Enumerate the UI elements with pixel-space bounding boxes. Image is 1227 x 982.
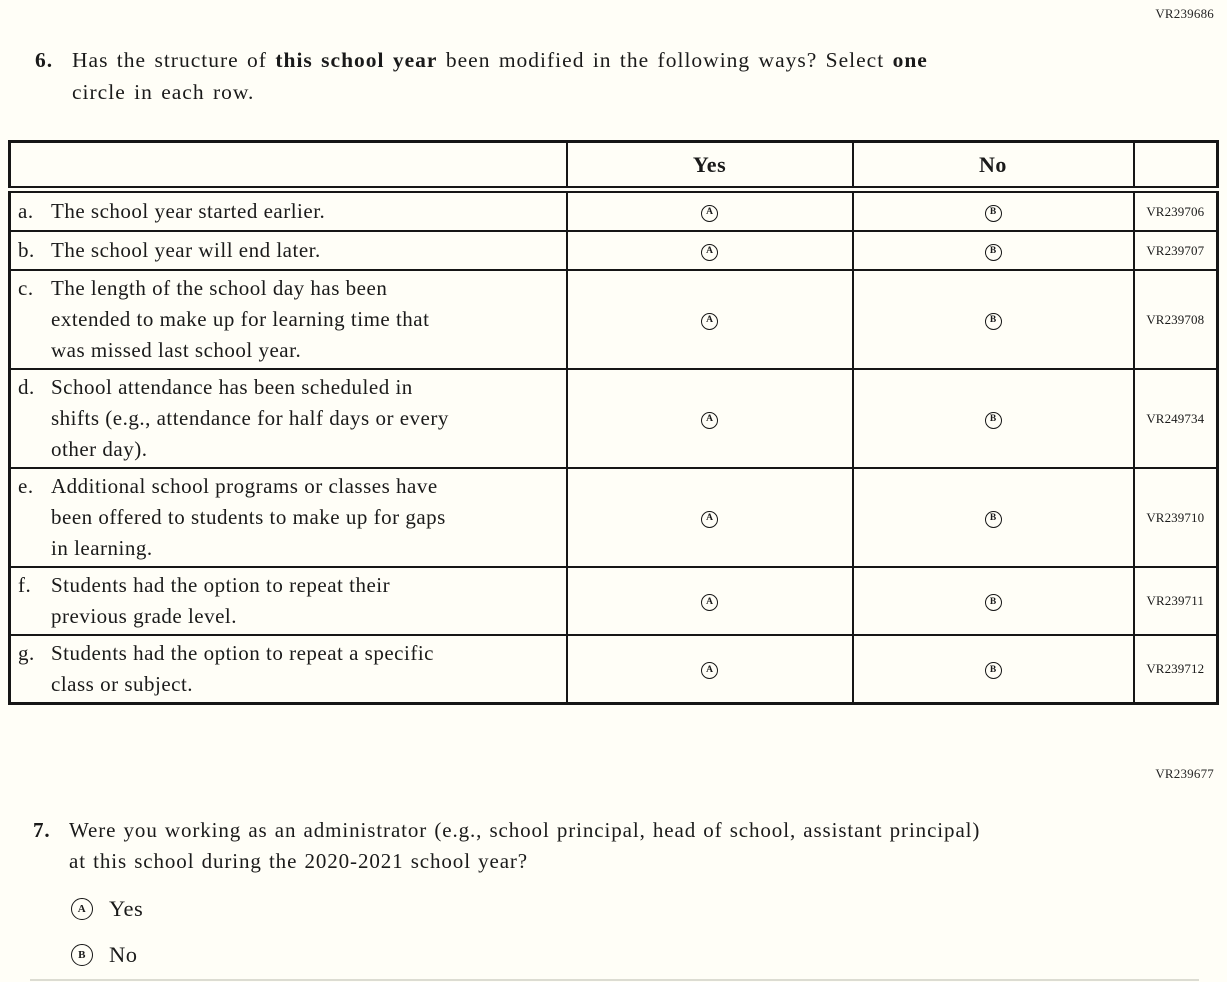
q6-row-c xyxy=(10,270,1218,369)
q7-yes-label: Yes xyxy=(109,896,144,921)
q6-header-blank xyxy=(10,142,567,190)
q6-row-f-text: Students had the option to repeat their previous grade level. xyxy=(51,573,391,628)
question-7 xyxy=(33,815,1183,877)
q6-row-g-no-bubble[interactable]: B xyxy=(985,662,1002,679)
q6-row-a xyxy=(10,190,1218,232)
q6-row-d-text: School attendance has been scheduled in shifts (e.g., attendance for half days or every other day). xyxy=(51,375,449,461)
q6-row-c-code: VR239708 xyxy=(1134,270,1218,369)
q7-option-no[interactable] xyxy=(71,942,138,968)
q6-row-d-yes-bubble[interactable]: A xyxy=(701,412,718,429)
q6-row-b-text: The school year will end later. xyxy=(51,238,321,262)
q6-row-c-text: The length of the school day has been extended to make up for learning time that was missed last school year. xyxy=(51,276,430,362)
q6-row-b-letter: b. xyxy=(18,238,35,262)
q6-row-a-text: The school year started earlier. xyxy=(51,199,326,223)
question-6-number: 6. xyxy=(35,48,54,72)
q6-row-e-code: VR239710 xyxy=(1134,468,1218,567)
question-7-prompt: Were you working as an administrator (e.g., school principal, head of school, assistant principal) at this school during the 2020-2021 school year? xyxy=(69,818,981,873)
q7-yes-bubble[interactable]: A xyxy=(71,898,93,920)
q7-option-yes[interactable] xyxy=(71,896,143,922)
q6-row-a-letter: a. xyxy=(18,199,34,223)
q6-row-f-code: VR239711 xyxy=(1134,567,1218,635)
q6-row-d-no-bubble[interactable]: B xyxy=(985,412,1002,429)
q6-row-b-no-bubble[interactable]: B xyxy=(985,244,1002,261)
q6-table-header-row xyxy=(10,142,1218,190)
q6-row-c-no-bubble[interactable]: B xyxy=(985,313,1002,330)
q6-row-d-letter: d. xyxy=(18,375,35,399)
q6-row-f xyxy=(10,567,1218,635)
q6-row-c-yes-bubble[interactable]: A xyxy=(701,313,718,330)
q6-row-e-text: Additional school programs or classes have been offered to students to make up for gaps in learning. xyxy=(51,474,446,560)
question-7-number: 7. xyxy=(33,818,51,842)
q6-row-f-yes-bubble[interactable]: A xyxy=(701,594,718,611)
q6-row-e-letter: e. xyxy=(18,474,34,498)
q6-row-d xyxy=(10,369,1218,468)
page-bottom-rule xyxy=(30,979,1199,981)
q6-row-e xyxy=(10,468,1218,567)
q6-header-code-blank xyxy=(1134,142,1218,190)
q6-row-g xyxy=(10,635,1218,704)
q6-row-b-yes-bubble[interactable]: A xyxy=(701,244,718,261)
q6-row-c-letter: c. xyxy=(18,276,34,300)
q6-row-e-yes-bubble[interactable]: A xyxy=(701,511,718,528)
form-code-section: VR239677 xyxy=(1155,766,1214,781)
q6-row-f-no-bubble[interactable]: B xyxy=(985,594,1002,611)
q6-row-b xyxy=(10,231,1218,270)
q6-row-g-text: Students had the option to repeat a specific class or subject. xyxy=(51,641,434,696)
q6-row-a-code: VR239706 xyxy=(1134,190,1218,232)
question-6 xyxy=(35,44,1175,108)
q7-no-bubble[interactable]: B xyxy=(71,944,93,966)
q6-header-no: No xyxy=(853,142,1134,190)
q6-row-g-code: VR239712 xyxy=(1134,635,1218,704)
q6-row-b-code: VR239707 xyxy=(1134,231,1218,270)
q6-row-e-no-bubble[interactable]: B xyxy=(985,511,1002,528)
q6-row-d-code: VR249734 xyxy=(1134,369,1218,468)
form-code-top-right: VR239686 xyxy=(1155,6,1214,21)
question-6-prompt: Has the structure of this school year been modified in the following ways? Select one circle in each row. xyxy=(72,48,928,104)
q6-row-a-no-bubble[interactable]: B xyxy=(985,205,1002,222)
q6-row-g-letter: g. xyxy=(18,641,35,665)
q7-no-label: No xyxy=(109,942,138,967)
q6-row-g-yes-bubble[interactable]: A xyxy=(701,662,718,679)
q6-response-table xyxy=(8,140,1219,705)
q6-row-a-yes-bubble[interactable]: A xyxy=(701,205,718,222)
q6-header-yes: Yes xyxy=(567,142,853,190)
q6-row-f-letter: f. xyxy=(18,573,32,597)
